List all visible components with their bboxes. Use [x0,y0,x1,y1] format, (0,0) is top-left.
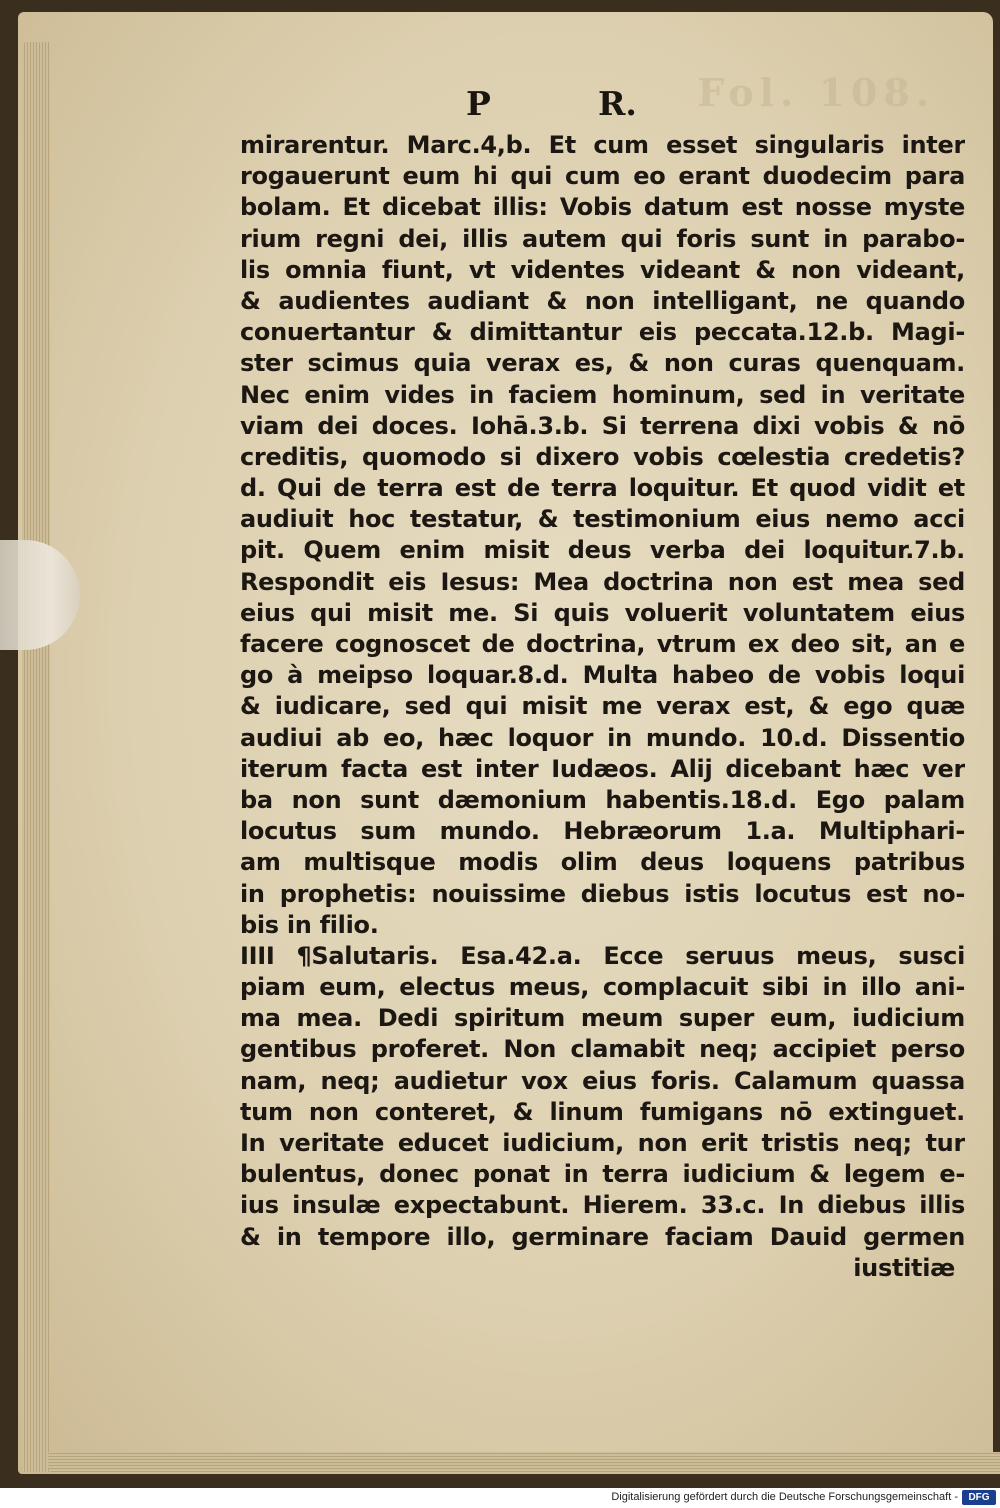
text-line: tum non conteret, & linum fumigans nō extinguet. [240,1097,965,1126]
text-line: audiui ab eo, hæc loquor in mundo. 10.d. Dissentio [240,723,965,752]
text-line: eius qui misit me. Si quis voluerit voluntatem eius [240,598,965,627]
text-line: IIII ¶Salutaris. Esa.42.a. Ecce seruus meus, susci [240,941,965,970]
text-line: Nec enim vides in faciem hominum, sed in veritate [240,380,965,409]
text-line: locutus sum mundo. Hebræorum 1.a. Multiphari- [240,817,965,846]
page-edges-bottom [48,1452,1000,1474]
text-line: mirarentur. Marc.4,b. Et cum esset singularis inter [240,131,965,159]
text-line: & audientes audiant & non intelligant, ne quando [240,286,965,315]
text-line: rium regni dei, illis autem qui foris sunt in parabo- [240,224,965,253]
page-header [0,84,1000,124]
text-line: ius insulæ expectabunt. Hierem. 33.c. In diebus illis [240,1191,965,1220]
text-line: am multisque modis olim deus loquens patribus [240,848,965,877]
header-letter-left: P [466,84,491,123]
text-line: Respondit eis Iesus: Mea doctrina non est mea sed [240,567,965,596]
text-line: rogauerunt eum hi qui cum eo erant duodecim para [240,162,965,191]
text-line: bolam. Et dicebat illis: Vobis datum est nosse myste [240,193,965,222]
text-line: in prophetis: nouissime diebus istis locutus est no- [240,879,965,908]
text-line: & iudicare, sed qui misit me verax est, & ego quæ [240,692,965,721]
text-line: ba non sunt dæmonium habentis.18.d. Ego palam [240,785,965,814]
header-letter-right: R. [598,84,637,123]
text-line: bis in filio. [240,910,379,939]
footer-credit: Digitalisierung gefördert durch die Deutsche Forschungsgemeinschaft - [611,1491,958,1503]
text-line: ster scimus quia verax es, & non curas quenquam. [240,349,965,378]
text-line: conuertantur & dimittantur eis peccata.12.b. Magi- [240,318,965,347]
page-edges-left [22,42,50,1472]
dfg-logo: DFG [962,1490,996,1505]
bleed-through-text: Fol. 108. [697,70,935,115]
text-line: gentibus proferet. Non clamabit neq; accipiet perso [240,1035,965,1064]
text-line: iustitiæ [853,1253,955,1282]
text-line: audiuit hoc testatur, & testimonium eius nemo acci [240,505,965,534]
text-line: pit. Quem enim misit deus verba dei loquitur.7.b. [240,536,965,565]
text-line: ma mea. Dedi spiritum meum super eum, iudicium [240,1004,965,1033]
text-line: piam eum, electus meus, complacuit sibi in illo ani- [240,973,965,1002]
footer-bar [0,1488,1000,1508]
text-line: viam dei doces. Iohā.3.b. Si terrena dixi vobis & nō [240,411,965,440]
body-text [240,130,965,1284]
text-line: lis omnia fiunt, vt videntes videant & non videant, [240,255,965,284]
text-line: facere cognoscet de doctrina, vtrum ex deo sit, an e [240,630,965,658]
text-line: iterum facta est inter Iudæos. Alij dicebant hæc ver [240,754,965,783]
text-line: & in tempore illo, germinare faciam Dauid germen [240,1222,965,1251]
text-line: go à meipso loquar.8.d. Multa habeo de vobis loqui [240,661,965,690]
text-line: d. Qui de terra est de terra loquitur. Et quod vidit et [240,474,965,503]
text-line: creditis, quomodo si dixero vobis cœlestia credetis? [240,442,965,471]
text-line: bulentus, donec ponat in terra iudicium & legem e- [240,1160,965,1189]
text-line: In veritate educet iudicium, non erit tristis neq; tur [240,1129,965,1157]
text-line: nam, neq; audietur vox eius foris. Calamum quassa [240,1066,965,1095]
